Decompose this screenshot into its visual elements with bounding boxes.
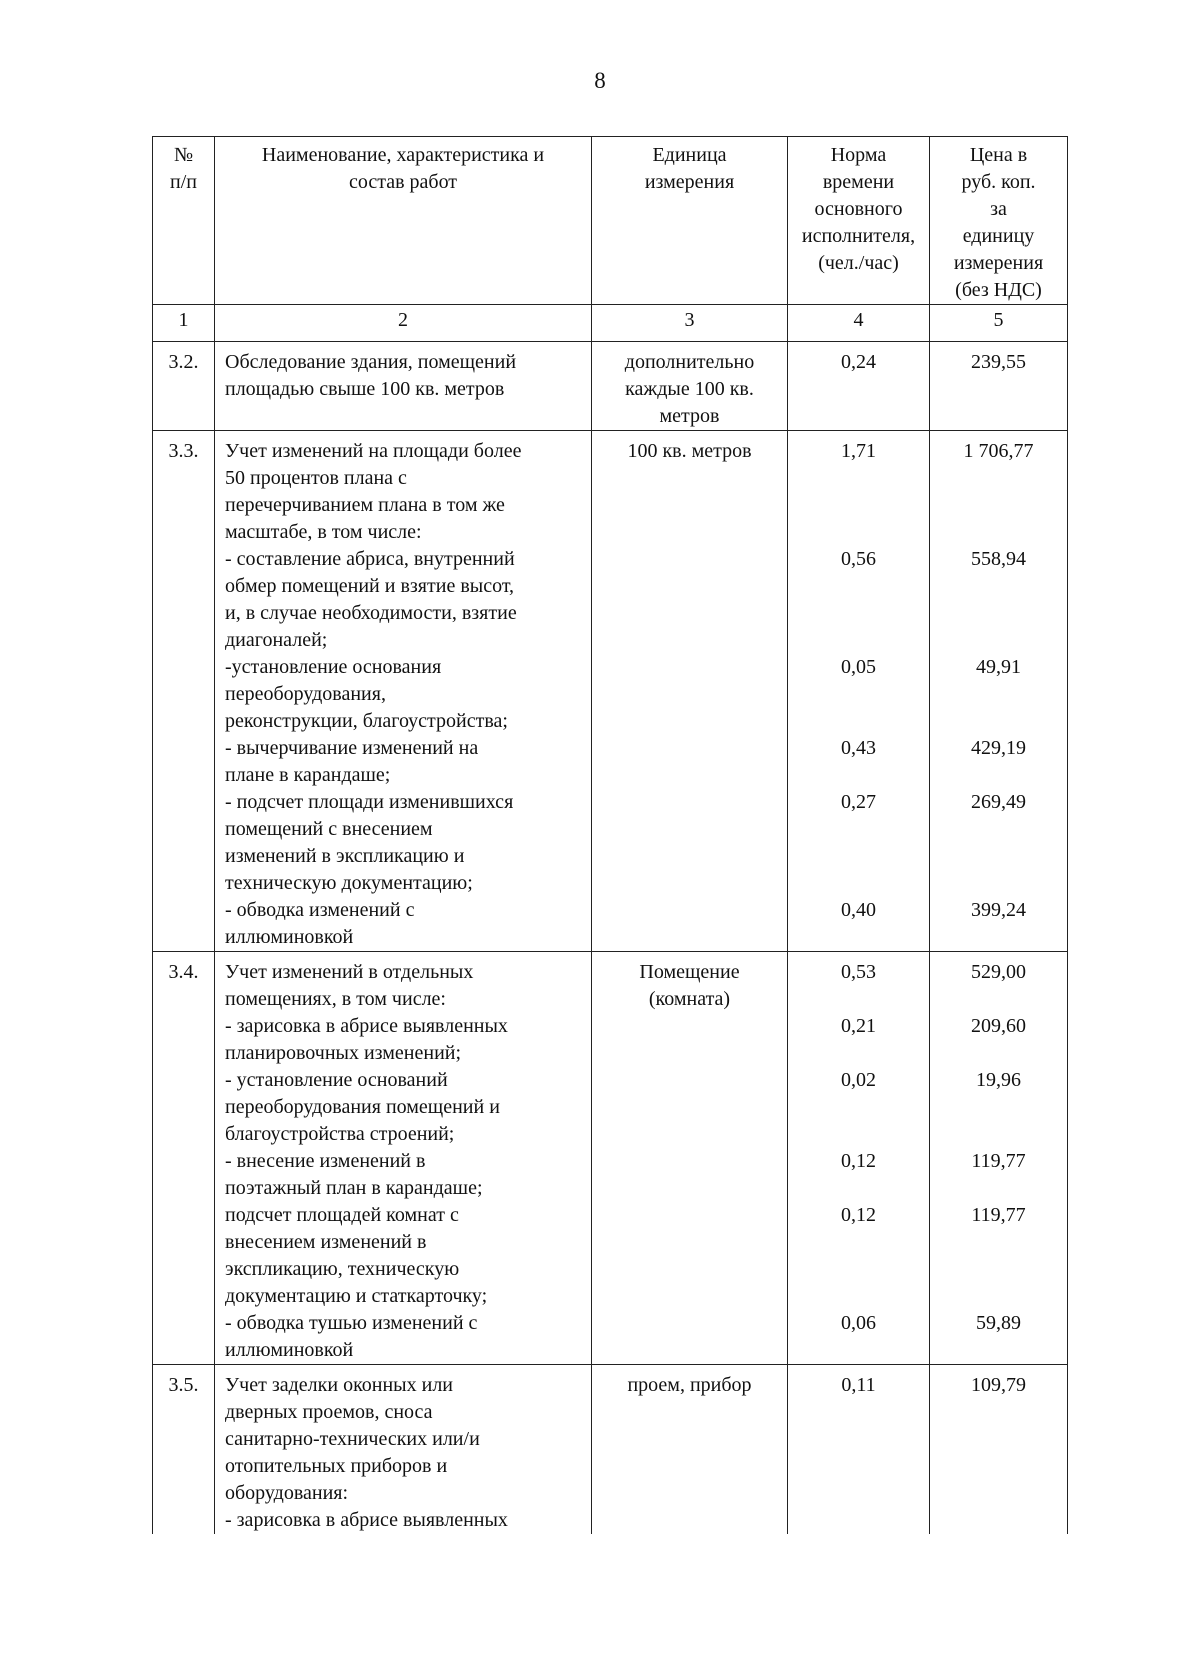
description-line: отопительных приборов и bbox=[225, 1455, 448, 1477]
description-line: - подсчет площади изменившихся bbox=[225, 791, 514, 813]
time-norm-value: 0,02 bbox=[841, 1069, 876, 1091]
table-header-row bbox=[153, 137, 1068, 305]
empty-line bbox=[930, 1480, 1067, 1507]
description-line: переоборудования, bbox=[225, 683, 386, 705]
description-line: 50 процентов плана с bbox=[225, 467, 407, 489]
empty-line bbox=[788, 376, 929, 403]
time-norm-value: 0,40 bbox=[841, 899, 876, 921]
description-line: Обследование здания, помещений bbox=[225, 351, 517, 373]
header-col-price: Цена в руб. коп. за единицу измерения (без НДС) bbox=[930, 137, 1068, 305]
header-col-unit: Единица измерения bbox=[592, 137, 788, 305]
time-norm-cell bbox=[788, 1365, 930, 1535]
column-number: 4 bbox=[788, 305, 930, 342]
row-number: 3.2. bbox=[153, 342, 215, 431]
empty-line bbox=[930, 376, 1067, 403]
price-value: 119,77 bbox=[971, 1150, 1026, 1172]
unit-line: Помещение bbox=[639, 961, 740, 983]
unit-line: каждые 100 кв. bbox=[625, 378, 754, 400]
description-line: помещений с внесением bbox=[225, 818, 433, 840]
empty-line bbox=[788, 816, 929, 843]
row-number: 3.5. bbox=[153, 1365, 215, 1535]
unit-line: (комната) bbox=[648, 988, 731, 1010]
time-norm-value: 0,56 bbox=[841, 548, 876, 570]
description-line: площадью свыше 100 кв. метров bbox=[225, 378, 505, 400]
unit-of-measure bbox=[592, 342, 788, 431]
table-row bbox=[153, 1365, 1068, 1535]
empty-line bbox=[930, 870, 1067, 897]
description-line: обмер помещений и взятие высот, bbox=[225, 575, 515, 597]
description-line: подсчет площадей комнат с bbox=[225, 1204, 459, 1226]
price-value: 529,00 bbox=[971, 961, 1026, 983]
description-line: переоборудования помещений и bbox=[225, 1096, 500, 1118]
row-number: 3.3. bbox=[153, 431, 215, 952]
empty-line bbox=[930, 519, 1067, 546]
time-norm-value: 1,71 bbox=[841, 440, 876, 462]
empty-line bbox=[930, 1040, 1067, 1067]
empty-line bbox=[930, 465, 1067, 492]
empty-line bbox=[930, 986, 1067, 1013]
price-cell bbox=[930, 952, 1068, 1365]
time-norm-cell bbox=[788, 342, 930, 431]
empty-line bbox=[930, 627, 1067, 654]
time-norm-value: 0,06 bbox=[841, 1312, 876, 1334]
empty-line bbox=[930, 1453, 1067, 1480]
empty-line bbox=[930, 924, 1067, 951]
empty-line bbox=[930, 708, 1067, 735]
description-line: масштабе, в том числе: bbox=[225, 521, 422, 543]
column-number: 5 bbox=[930, 305, 1068, 342]
time-norm-value: 0,24 bbox=[841, 351, 876, 373]
empty-line bbox=[788, 465, 929, 492]
row-number: 3.4. bbox=[153, 952, 215, 1365]
description-line: дверных проемов, сноса bbox=[225, 1401, 433, 1423]
price-value: 19,96 bbox=[976, 1069, 1021, 1091]
description-line: плане в карандаше; bbox=[225, 764, 391, 786]
empty-line bbox=[930, 573, 1067, 600]
empty-line bbox=[930, 1121, 1067, 1148]
header-col-name: Наименование, характеристика и состав работ bbox=[215, 137, 592, 305]
description-line: - зарисовка в абрисе выявленных bbox=[225, 1509, 508, 1531]
price-value: 119,77 bbox=[971, 1204, 1026, 1226]
column-number: 1 bbox=[153, 305, 215, 342]
empty-line bbox=[788, 492, 929, 519]
empty-line bbox=[788, 1337, 929, 1364]
empty-line bbox=[930, 1337, 1067, 1364]
unit-of-measure bbox=[592, 431, 788, 952]
empty-line bbox=[788, 1256, 929, 1283]
empty-line bbox=[788, 1121, 929, 1148]
table-row bbox=[153, 342, 1068, 431]
price-value: 1 706,77 bbox=[963, 440, 1034, 462]
empty-line bbox=[930, 762, 1067, 789]
description-line: иллюминовкой bbox=[225, 926, 354, 948]
work-description bbox=[215, 431, 592, 952]
time-norm-value: 0,27 bbox=[841, 791, 876, 813]
empty-line bbox=[788, 1426, 929, 1453]
price-value: 558,94 bbox=[971, 548, 1026, 570]
price-cell bbox=[930, 431, 1068, 952]
unit-line: дополнительно bbox=[624, 351, 755, 373]
description-line: санитарно-технических или/и bbox=[225, 1428, 480, 1450]
empty-line bbox=[930, 492, 1067, 519]
description-line: Учет изменений на площади более bbox=[225, 440, 522, 462]
time-norm-value: 0,12 bbox=[841, 1150, 876, 1172]
price-value: 49,91 bbox=[976, 656, 1021, 678]
description-line: - зарисовка в абрисе выявленных bbox=[225, 1015, 508, 1037]
price-cell bbox=[930, 342, 1068, 431]
description-line: - обводка тушью изменений с bbox=[225, 1312, 478, 1334]
empty-line bbox=[930, 1229, 1067, 1256]
time-norm-value: 0,05 bbox=[841, 656, 876, 678]
description-line: реконструкции, благоустройства; bbox=[225, 710, 508, 732]
description-line: - составление абриса, внутренний bbox=[225, 548, 515, 570]
column-number: 3 bbox=[592, 305, 788, 342]
table-row bbox=[153, 431, 1068, 952]
empty-line bbox=[788, 1507, 929, 1534]
description-line: техническую документацию; bbox=[225, 872, 473, 894]
empty-line bbox=[788, 627, 929, 654]
empty-line bbox=[788, 986, 929, 1013]
description-line: иллюминовкой bbox=[225, 1339, 354, 1361]
empty-line bbox=[930, 1399, 1067, 1426]
work-description bbox=[215, 342, 592, 431]
price-value: 59,89 bbox=[976, 1312, 1021, 1334]
description-line: -установление основания bbox=[225, 656, 442, 678]
empty-line bbox=[788, 1399, 929, 1426]
time-norm-value: 0,11 bbox=[841, 1374, 876, 1396]
description-line: - вычерчивание изменений на bbox=[225, 737, 479, 759]
price-value: 209,60 bbox=[971, 1015, 1026, 1037]
table-row bbox=[153, 952, 1068, 1365]
price-value: 399,24 bbox=[971, 899, 1026, 921]
description-line: планировочных изменений; bbox=[225, 1042, 462, 1064]
description-line: Учет заделки оконных или bbox=[225, 1374, 453, 1396]
empty-line bbox=[930, 1256, 1067, 1283]
empty-line bbox=[788, 573, 929, 600]
empty-line bbox=[788, 1094, 929, 1121]
unit-line: метров bbox=[659, 405, 720, 427]
description-line: Учет изменений в отдельных bbox=[225, 961, 474, 983]
description-line: внесением изменений в bbox=[225, 1231, 427, 1253]
work-description bbox=[215, 952, 592, 1365]
empty-line bbox=[788, 1480, 929, 1507]
unit-of-measure bbox=[592, 1365, 788, 1535]
price-value: 269,49 bbox=[971, 791, 1026, 813]
column-number: 2 bbox=[215, 305, 592, 342]
empty-line bbox=[930, 1507, 1067, 1534]
empty-line bbox=[788, 762, 929, 789]
time-norm-value: 0,53 bbox=[841, 961, 876, 983]
description-line: изменений в экспликацию и bbox=[225, 845, 465, 867]
price-value: 239,55 bbox=[971, 351, 1026, 373]
description-line: оборудования: bbox=[225, 1482, 349, 1504]
description-line: - установление оснований bbox=[225, 1069, 448, 1091]
empty-line bbox=[930, 1283, 1067, 1310]
empty-line bbox=[788, 843, 929, 870]
description-line: - внесение изменений в bbox=[225, 1150, 426, 1172]
price-value: 109,79 bbox=[971, 1374, 1026, 1396]
description-line: документацию и статкарточку; bbox=[225, 1285, 488, 1307]
empty-line bbox=[788, 1229, 929, 1256]
empty-line bbox=[788, 600, 929, 627]
price-table bbox=[152, 136, 1068, 1534]
unit-line: 100 кв. метров bbox=[627, 440, 752, 462]
description-line: диагоналей; bbox=[225, 629, 328, 651]
empty-line bbox=[788, 1040, 929, 1067]
empty-line bbox=[788, 1453, 929, 1480]
empty-line bbox=[788, 1175, 929, 1202]
empty-line bbox=[930, 1175, 1067, 1202]
price-value: 429,19 bbox=[971, 737, 1026, 759]
time-norm-cell bbox=[788, 952, 930, 1365]
empty-line bbox=[930, 1426, 1067, 1453]
description-line: перечерчиванием плана в том же bbox=[225, 494, 505, 516]
time-norm-value: 0,21 bbox=[841, 1015, 876, 1037]
unit-of-measure bbox=[592, 952, 788, 1365]
description-line: помещениях, в том числе: bbox=[225, 988, 446, 1010]
empty-line bbox=[788, 708, 929, 735]
header-col-norm: Норма времени основного исполнителя, (чел./час) bbox=[788, 137, 930, 305]
empty-line bbox=[788, 1283, 929, 1310]
description-line: благоустройства строений; bbox=[225, 1123, 455, 1145]
page-number: 8 bbox=[594, 68, 606, 93]
empty-line bbox=[788, 519, 929, 546]
empty-line bbox=[930, 816, 1067, 843]
description-line: и, в случае необходимости, взятие bbox=[225, 602, 517, 624]
time-norm-cell bbox=[788, 431, 930, 952]
empty-line bbox=[788, 681, 929, 708]
price-cell bbox=[930, 1365, 1068, 1535]
description-line: поэтажный план в карандаше; bbox=[225, 1177, 483, 1199]
description-line: экспликацию, техническую bbox=[225, 1258, 460, 1280]
unit-line: проем, прибор bbox=[627, 1374, 752, 1396]
empty-line bbox=[930, 1094, 1067, 1121]
empty-line bbox=[788, 870, 929, 897]
description-line: - обводка изменений с bbox=[225, 899, 415, 921]
time-norm-value: 0,12 bbox=[841, 1204, 876, 1226]
work-description bbox=[215, 1365, 592, 1535]
empty-line bbox=[788, 924, 929, 951]
time-norm-value: 0,43 bbox=[841, 737, 876, 759]
column-numbers-row bbox=[153, 305, 1068, 342]
empty-line bbox=[930, 843, 1067, 870]
empty-line bbox=[930, 681, 1067, 708]
empty-line bbox=[930, 600, 1067, 627]
header-col-number: № п/п bbox=[153, 137, 215, 305]
